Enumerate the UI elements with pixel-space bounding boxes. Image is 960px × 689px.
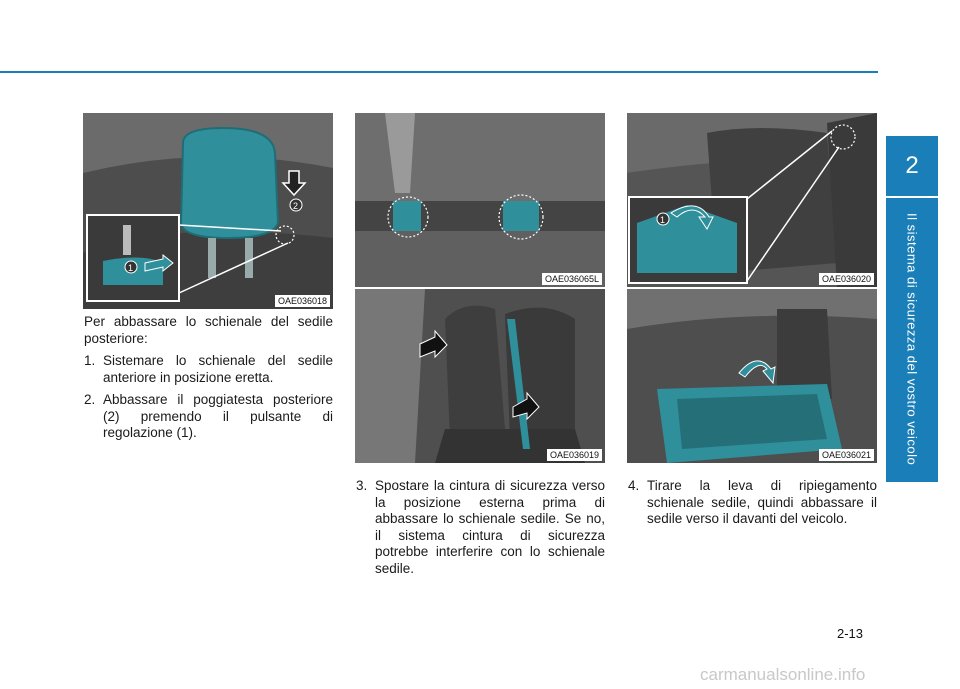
- step-text: Spostare la cintura di sicurezza verso la posizione esterna prima di abbassare lo schienale sedile. Se no, il sistema cintura di sicurezza potrebbe interferire con lo schienale sedile.: [375, 478, 605, 576]
- step-4: [628, 478, 877, 528]
- figure-headrest: [83, 113, 333, 309]
- chapter-title: Il sistema di sicurezza del vostro veicolo: [904, 212, 920, 466]
- step-number: 4.: [628, 478, 640, 493]
- chapter-tab[interactable]: [886, 136, 938, 196]
- folded-seat-illustration: [627, 289, 877, 463]
- figure-seatbelt-top: [355, 113, 605, 287]
- figure-code: OAE036020: [819, 273, 874, 285]
- step-number: 3.: [356, 478, 368, 493]
- figure-folded-seat: [627, 289, 877, 463]
- watermark: carmanualsonline.info: [700, 665, 866, 684]
- page-number: 2-13: [837, 626, 864, 641]
- figure-seatbelt-side: [355, 289, 605, 463]
- figure-code: OAE036019: [547, 449, 602, 461]
- col2-text: [356, 478, 605, 583]
- intro-paragraph: Per abbassare lo schienale del sedile posteriore:: [84, 314, 333, 346]
- col1-text: [84, 314, 333, 448]
- seatbelt-illustration: [355, 113, 605, 287]
- header-rule: [0, 71, 878, 73]
- figure-code: OAE036021: [819, 449, 874, 461]
- headrest-illustration: [83, 113, 333, 309]
- callout-2: 2: [293, 201, 299, 211]
- step-text: Sistemare lo schienale del sedile anteriore in posizione eretta.: [103, 353, 333, 385]
- col3-text: [628, 478, 877, 534]
- step-number: 1.: [84, 353, 96, 368]
- step-2: [84, 392, 333, 442]
- lever-illustration: [627, 113, 877, 287]
- callout-1: 1: [660, 215, 666, 225]
- step-1: [84, 353, 333, 386]
- step-text: Tirare la leva di ripiegamento schienale sedile, quindi abbassare il sedile verso il davanti del veicolo.: [647, 478, 877, 526]
- figure-code: OAE036065L: [542, 273, 602, 285]
- step-text: Abbassare il poggiatesta posteriore (2) premendo il pulsante di regolazione (1).: [103, 392, 333, 440]
- rear-seat-illustration: [355, 289, 605, 463]
- figure-code: OAE036018: [275, 295, 330, 307]
- chapter-number: 2: [905, 152, 919, 179]
- step-3: [356, 478, 605, 577]
- figure-lever: [627, 113, 877, 287]
- step-number: 2.: [84, 392, 96, 407]
- callout-1: 1: [128, 263, 134, 273]
